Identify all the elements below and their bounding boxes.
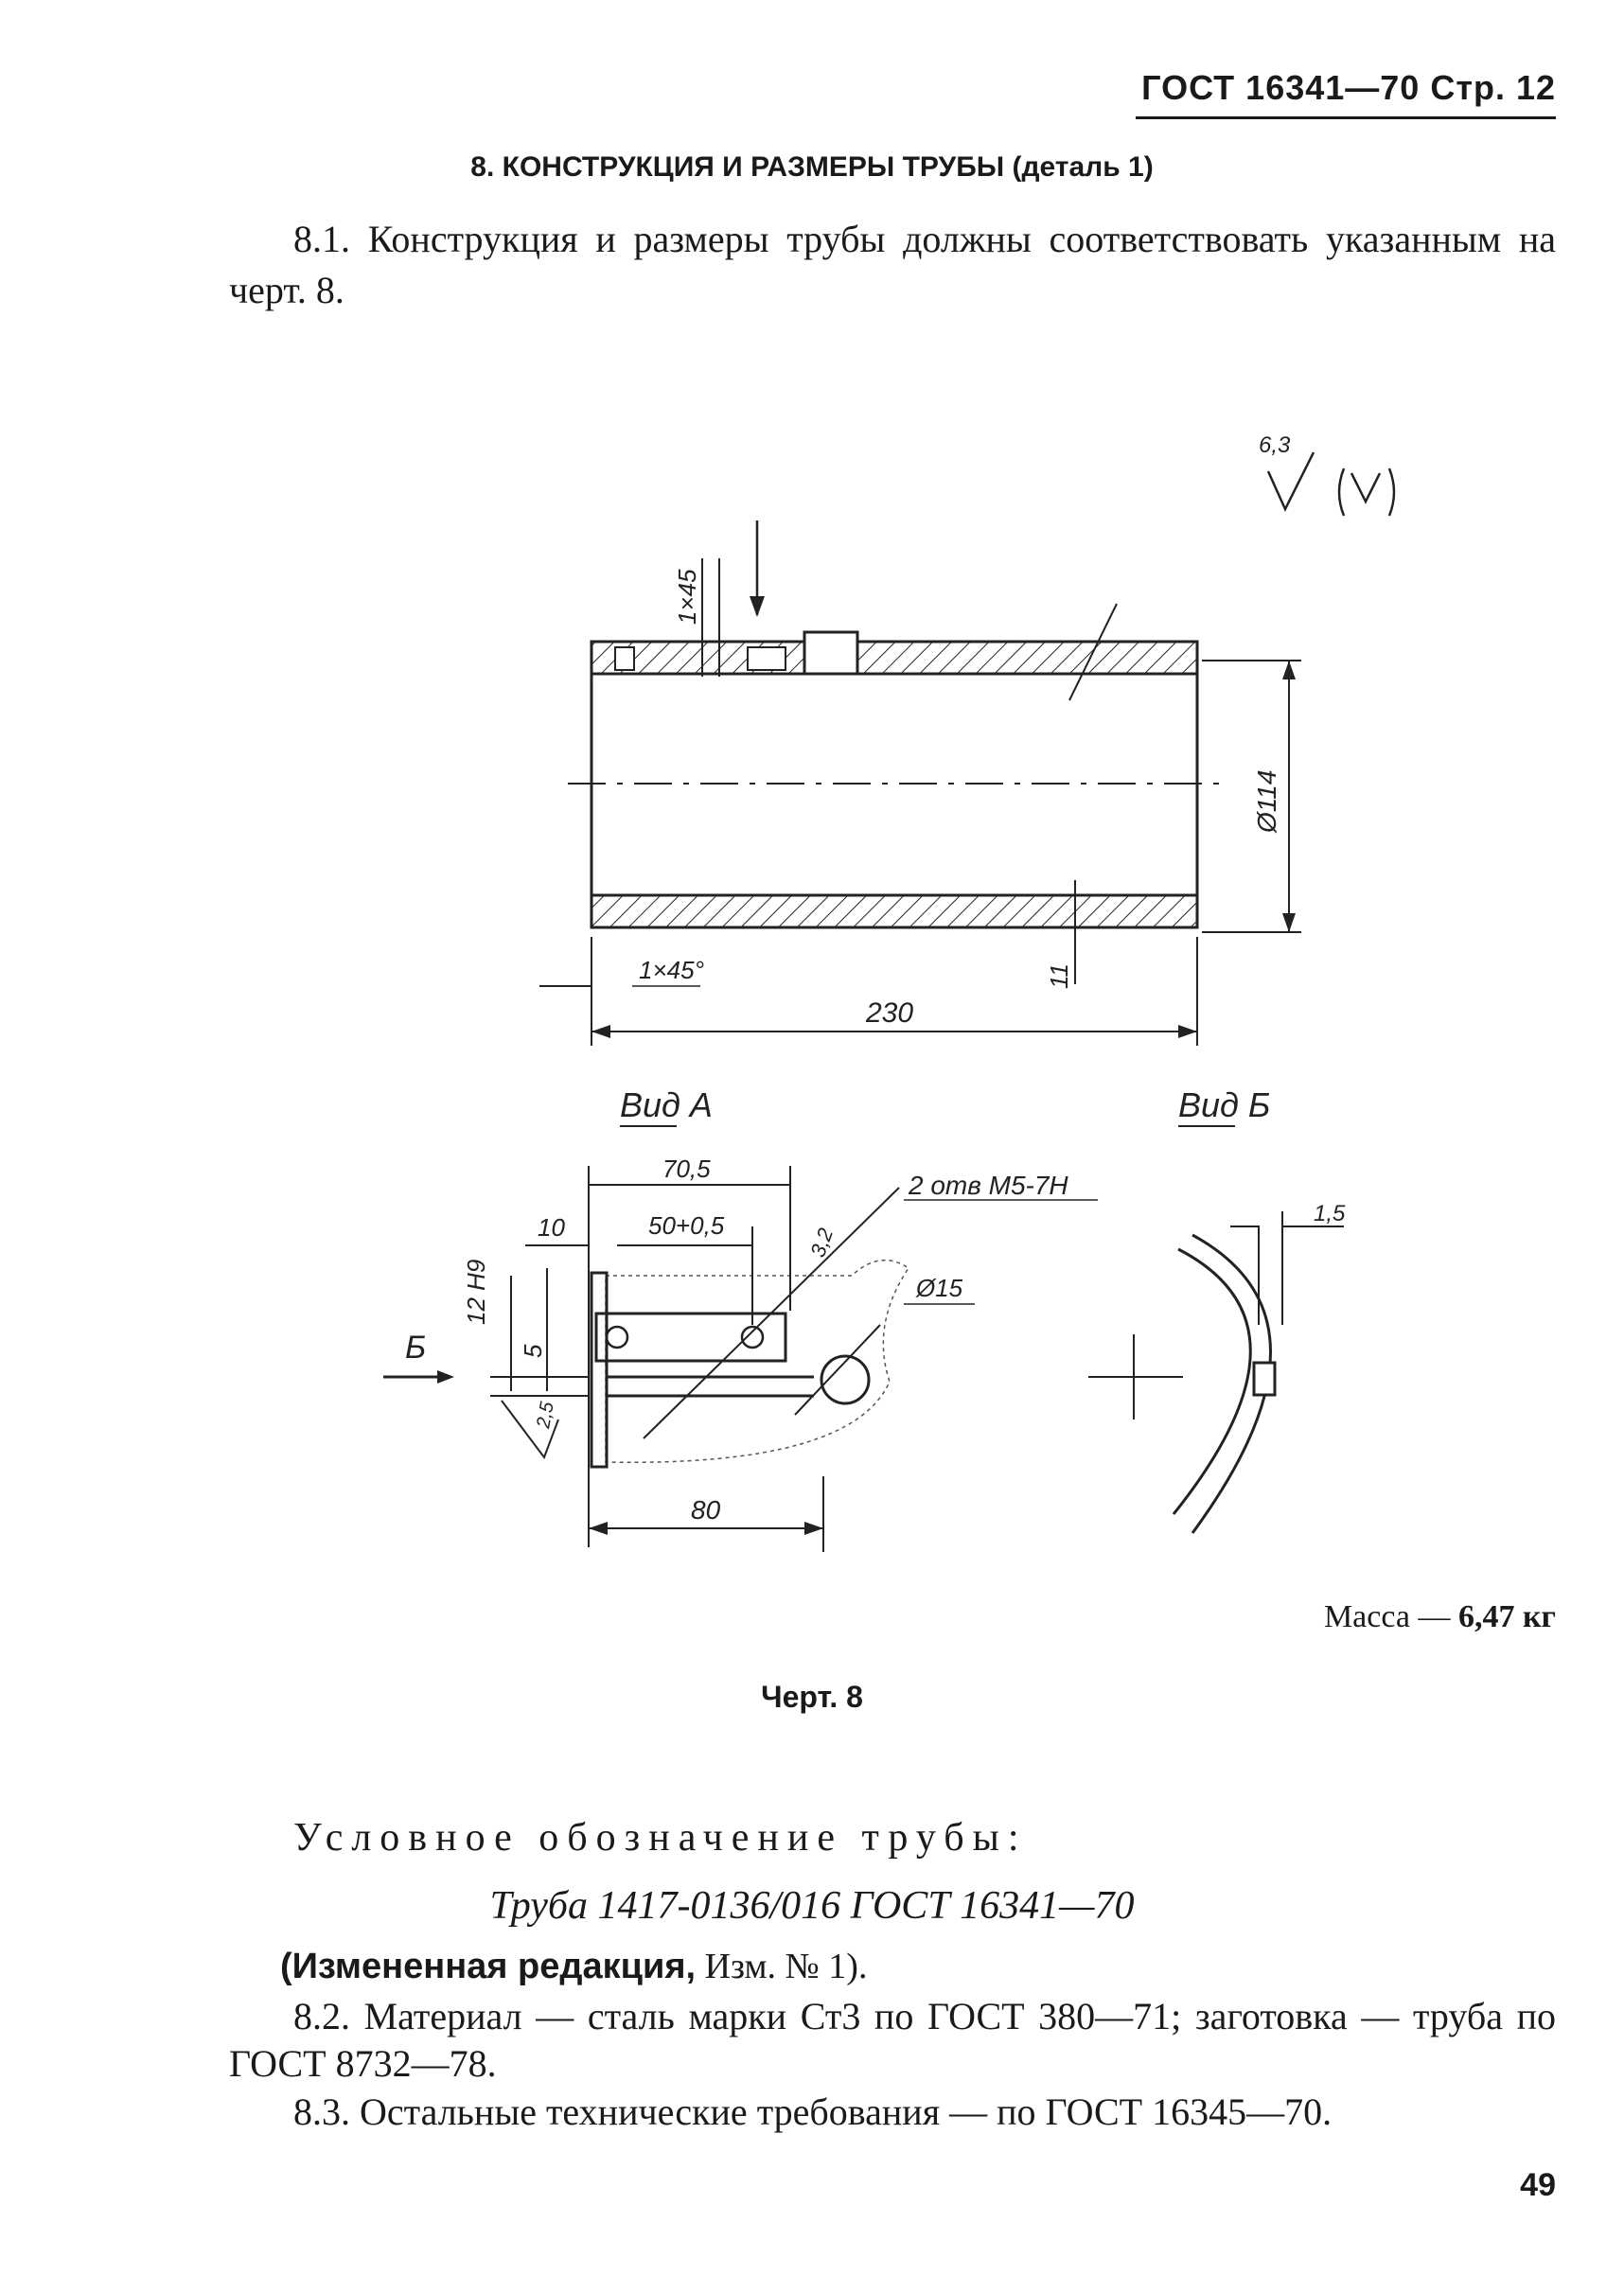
- page-header: ГОСТ 16341—70 Стр. 12: [1141, 68, 1556, 107]
- view-a-drawing: [591, 1188, 909, 1467]
- dim-12h9: 12 Н9: [462, 1259, 490, 1325]
- mass-line: [1324, 1599, 1556, 1635]
- change-note-bold: (Измененная редакция,: [280, 1947, 697, 1986]
- paragraph-8-2-text: 8.2. Материал — сталь марки Ст3 по ГОСТ 380—71; заготовка — труба по ГОСТ 8732—78.: [229, 1995, 1556, 2085]
- arrow-b-label: Б: [405, 1330, 427, 1366]
- page-number: 49: [1520, 2167, 1556, 2203]
- dim-50: 50+0,5: [648, 1211, 725, 1240]
- dim-2-5: 2,5: [533, 1400, 558, 1430]
- dim-3-2: 3,2: [805, 1225, 838, 1261]
- dim-1-5: 1,5: [1314, 1201, 1346, 1226]
- view-b-label: Вид Б: [1178, 1085, 1271, 1124]
- chamfer-bottom-label: 1×45°: [639, 956, 704, 984]
- section-title: 8. КОНСТРУКЦИЯ И РАЗМЕРЫ ТРУБЫ (деталь 1): [470, 151, 1154, 183]
- holes-label: 2 отв М5-7Н: [909, 1171, 1068, 1200]
- roughness-value: 6,3: [1259, 432, 1291, 458]
- dia-15-label: Ø15: [916, 1274, 963, 1302]
- chamfer-top-label: 1×45: [673, 569, 701, 625]
- view-a-label: Вид А: [620, 1085, 713, 1124]
- dim-80: 80: [691, 1495, 721, 1525]
- wall-label: 11: [1045, 963, 1073, 989]
- tube-section: [568, 632, 1221, 927]
- change-note: [280, 1946, 867, 1987]
- length-label: 230: [866, 997, 914, 1029]
- conditional-label: Условное обозначение трубы:: [293, 1816, 1028, 1860]
- figure-caption: Черт. 8: [761, 1680, 863, 1714]
- dim-5: 5: [519, 1344, 547, 1358]
- dim-70-5: 70,5: [662, 1155, 711, 1183]
- mass-label: Масса —: [1323, 1599, 1451, 1634]
- diameter-label: Ø114: [1252, 769, 1281, 833]
- dim-10: 10: [538, 1213, 565, 1242]
- designation: Труба 1417-0136/016 ГОСТ 16341—70: [489, 1884, 1135, 1928]
- paragraph-8-1-text: 8.1. Конструкция и размеры трубы должны соответствовать указанным на черт. 8.: [229, 218, 1556, 311]
- view-b-drawing: [1088, 1211, 1344, 1533]
- change-note-rest: Изм. № 1).: [696, 1947, 868, 1986]
- roughness-sign: [1268, 452, 1394, 516]
- paragraph-8-3: 8.3. Остальные технические требования — по ГОСТ 16345—70.: [293, 2090, 1333, 2133]
- paragraph-8-2: [229, 1993, 1556, 2088]
- mass-value: 6,47 кг: [1457, 1599, 1556, 1634]
